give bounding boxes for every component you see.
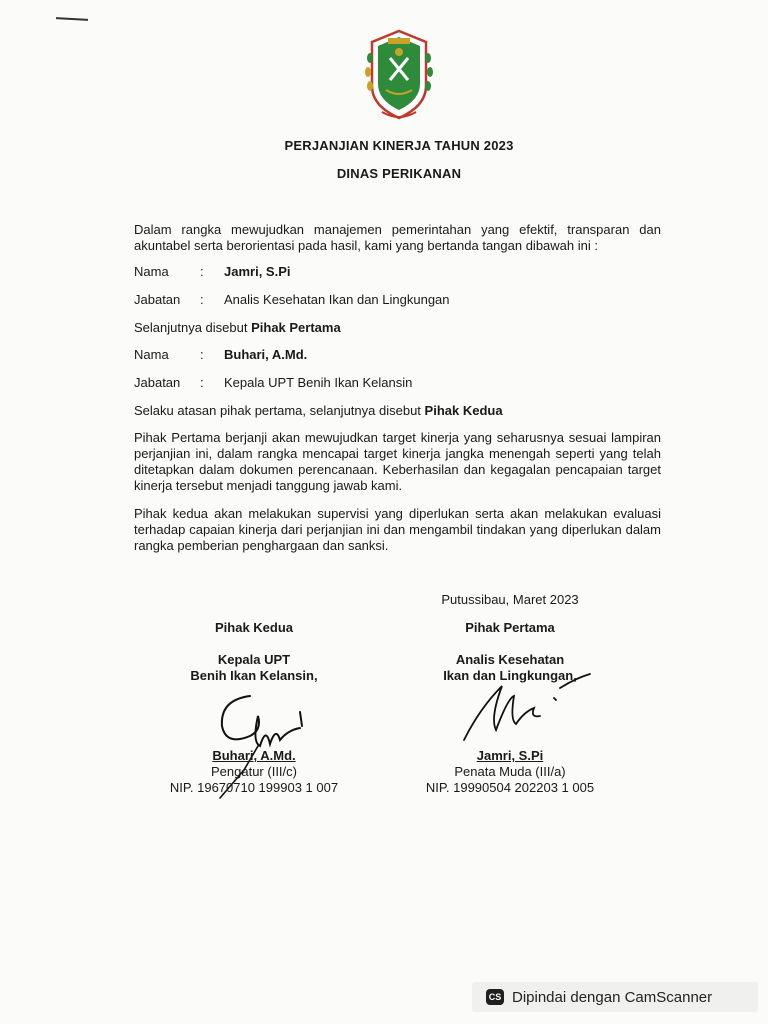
- signatory-right-title-line1: Analis Kesehatan: [455, 652, 565, 667]
- party2-position-value: Kepala UPT Benih Ikan Kelansin: [224, 375, 413, 390]
- party1-name-label: Nama: [134, 264, 169, 279]
- signatory-left-rank: Pengatur (III/c): [211, 764, 297, 779]
- party2-designation-prefix: Selaku atasan pihak pertama, selanjutnya disebut: [134, 403, 425, 418]
- camscanner-watermark: [472, 982, 758, 1012]
- signatory-left-role: Pihak Kedua: [214, 620, 294, 635]
- signatory-left-nip: NIP. 19670710 199903 1 007: [169, 780, 339, 795]
- signatory-left-title: [124, 652, 384, 684]
- signature-right-icon: [450, 668, 600, 748]
- party1-position-value: Analis Kesehatan Ikan dan Lingkungan: [224, 292, 450, 307]
- signatory-right-role: Pihak Pertama: [465, 620, 555, 635]
- party1-position-label: Jabatan: [134, 292, 181, 307]
- signatory-left-title-line1: Kepala UPT: [217, 652, 291, 667]
- signatory-right-name: Jamri, S.Pi: [476, 748, 544, 763]
- colon: :: [200, 375, 204, 390]
- party1-designation-prefix: Selanjutnya disebut: [134, 320, 252, 335]
- commitment-paragraph: Pihak Pertama berjanji akan mewujudkan target kinerja yang seharusnya sesuai lampiran perjanjian ini, dalam rangka mencapai target kinerja jangka menengah seperti yang telah ditetapkan dalam dokumen perencanaan. Keberhasilan dan kegagalan pencapaian target kinerja tersebut menjadi tanggung jawab kami.: [134, 430, 661, 493]
- party2-position-label: Jabatan: [134, 375, 181, 390]
- party2-name-value: Buhari, A.Md.: [224, 347, 308, 362]
- place-date: Putussibau, Maret 2023: [441, 592, 579, 607]
- signatory-right-nip: NIP. 19990504 202203 1 005: [425, 780, 595, 795]
- supervision-paragraph: Pihak kedua akan melakukan supervisi yang diperlukan serta akan melakukan evaluasi terhadap capaian kinerja dari perjanjian ini dan mengambil tindakan yang diperlukan dalam rangka pemberian penghargaan dan sanksi.: [134, 506, 661, 553]
- regional-emblem-icon: [364, 28, 434, 124]
- camscanner-logo-icon: CS: [486, 989, 504, 1005]
- party2-designation-bold: Pihak Kedua: [424, 403, 503, 418]
- party1-name-value: Jamri, S.Pi: [224, 264, 291, 279]
- colon: :: [200, 264, 204, 279]
- intro-paragraph: Dalam rangka mewujudkan manajemen pemerintahan yang efektif, transparan dan akuntabel serta berorientasi pada hasil, kami yang bertanda tangan dibawah ini :: [134, 222, 661, 253]
- party2-name-label: Nama: [134, 347, 169, 362]
- party1-designation: [134, 320, 341, 336]
- party2-designation: [134, 403, 503, 419]
- colon: :: [200, 347, 204, 362]
- party1-designation-bold: Pihak Pertama: [251, 320, 341, 335]
- signatory-left-name: Buhari, A.Md.: [212, 748, 296, 763]
- signatory-left-title-line2: Benih Ikan Kelansin,: [190, 668, 318, 683]
- signatory-right-rank: Penata Muda (III/a): [454, 764, 566, 779]
- signatory-right-title-line2: Ikan dan Lingkungan,: [443, 668, 577, 683]
- watermark-text: Dipindai dengan CamScanner: [512, 988, 713, 1006]
- document-subtitle: DINAS PERIKANAN: [336, 166, 462, 181]
- document-title: PERJANJIAN KINERJA TAHUN 2023: [284, 138, 514, 153]
- colon: :: [200, 292, 204, 307]
- scan-mark: [56, 17, 88, 21]
